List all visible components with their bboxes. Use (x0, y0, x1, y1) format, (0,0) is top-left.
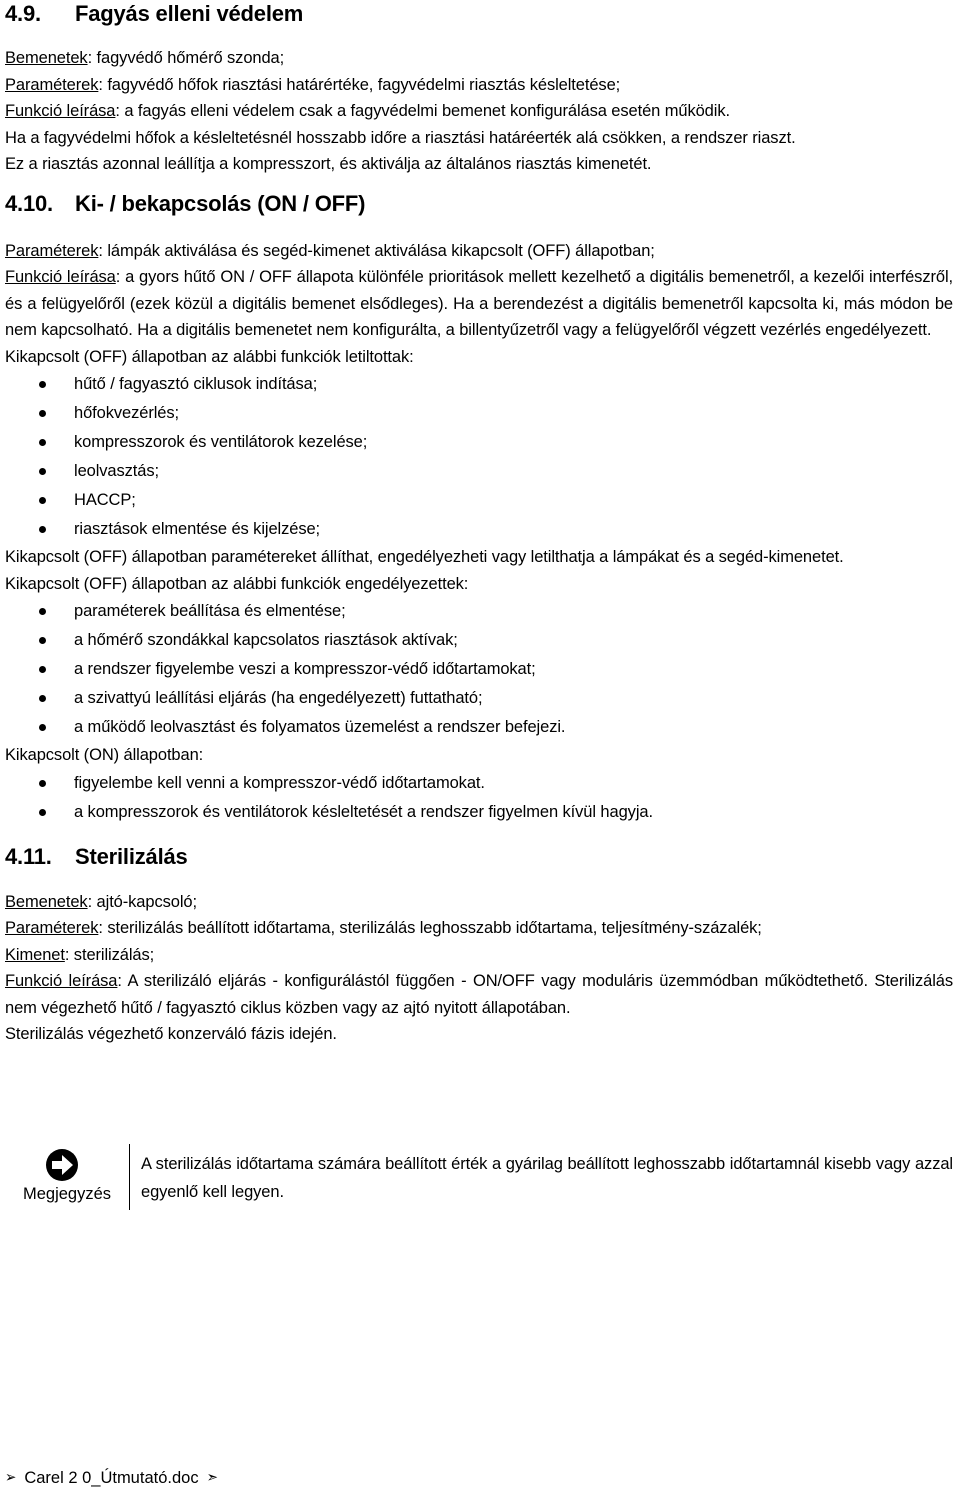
disabled-functions-list (5, 370, 953, 544)
list-item: riasztások elmentése és kijelzése; (5, 515, 953, 544)
section-number: 4.9. (5, 1, 41, 26)
params-line (5, 915, 953, 942)
enabled-functions-list (5, 597, 953, 742)
section-number: 4.11. (5, 843, 52, 869)
note-box (5, 1144, 953, 1210)
body-text: Sterilizálás végezhető konzerváló fázis idején. (5, 1025, 337, 1043)
bullet-icon (39, 526, 46, 533)
function-label: Funkció leírása (5, 268, 116, 286)
params-text: : sterilizálás beállított időtartama, sterilizálás leghosszabb időtartama, teljesítmény-százalék; (98, 919, 762, 937)
function-paragraph (5, 968, 953, 1021)
list-item: a működő leolvasztást és folyamatos üzemelést a rendszer befejezi. (5, 713, 953, 742)
bullet-icon (39, 497, 46, 504)
function-text: : a gyors hűtő ON / OFF állapota különféle prioritások mellett kezelhető a digitális bemenetről, a kezelői interfészről, és a felügyelőről (ezek közül a digitális bemenet elsődleges). Ha a berendezést a digitális bemenetről kapcsolta ki, más módon be nem kapcsolható. Ha a digitális bemenetet nem konfigurálta, a billentyűzetről vagy a felügyelőről végzett vezérlés engedélyezett. (5, 268, 953, 339)
list-item: hűtő / fagyasztó ciklusok indítása; (5, 370, 953, 399)
inputs-text: : fagyvédő hőmérő szonda; (87, 49, 285, 67)
footer-filename: Carel 2 0_Útmutató.doc (24, 1469, 199, 1487)
params-line (5, 72, 953, 99)
list-intro: Kikapcsolt (OFF) állapotban az alábbi funkciók engedélyezettek: (5, 574, 469, 593)
section-title: Sterilizálás (75, 843, 188, 869)
bullet-icon (39, 637, 46, 644)
bullet-icon (39, 439, 46, 446)
list-item: hőfokvezérlés; (5, 399, 953, 428)
section-heading-4-9 (5, 0, 953, 28)
params-label: Paraméterek (5, 75, 99, 94)
list-item: leolvasztás; (5, 457, 953, 486)
params-text: : lámpák aktiválása és segéd-kimenet aktiválása kikapcsolt (OFF) állapotban; (98, 241, 655, 260)
params-note: Kikapcsolt (OFF) állapotban paramétereket állíthat, engedélyezheti vagy letilthatja a lámpákat és a segéd-kimenetet. (5, 548, 844, 566)
note-text: A sterilizálás időtartama számára beállított érték a gyárilag beállított leghosszabb időtartamnál kisebb vagy azzal egyenlő kell legyen. (141, 1155, 953, 1201)
output-text: : sterilizálás; (64, 945, 155, 964)
note-icon-column (5, 1144, 130, 1210)
bullet-icon (39, 780, 46, 787)
list-intro: Kikapcsolt (ON) állapotban: (5, 746, 204, 764)
bullet-icon (39, 695, 46, 702)
params-label: Paraméterek (5, 919, 99, 937)
bullet-icon (39, 724, 46, 731)
params-text: : fagyvédő hőfok riasztási határértéke, fagyvédelmi riasztás késleltetése; (98, 75, 621, 94)
list-item: a rendszer figyelembe veszi a kompresszor-védő időtartamokat; (5, 655, 953, 684)
page-footer (5, 1468, 218, 1488)
section-heading-4-11 (5, 843, 953, 871)
footer-left-mark: ➢ (5, 1469, 17, 1486)
inputs-text: : ajtó-kapcsoló; (87, 892, 197, 911)
on-state-list (5, 769, 953, 827)
bullet-icon (39, 809, 46, 816)
list-item: kompresszorok és ventilátorok kezelése; (5, 428, 953, 457)
list-item: a szivattyú leállítási eljárás (ha engedélyezett) futtatható; (5, 684, 953, 713)
function-label: Funkció leírása (5, 972, 118, 990)
inputs-line (5, 45, 953, 72)
params-line (5, 238, 953, 265)
section-title: Ki- / bekapcsolás (ON / OFF) (75, 190, 366, 216)
list-item: a kompresszorok és ventilátorok késleltetését a rendszer figyelmen kívül hagyja. (5, 798, 953, 827)
note-label: Megjegyzés (22, 1185, 112, 1203)
inputs-label: Bemenetek (5, 892, 88, 911)
output-label: Kimenet (5, 945, 65, 964)
bullet-icon (39, 468, 46, 475)
function-label: Funkció leírása (5, 102, 116, 120)
bullet-icon (39, 410, 46, 417)
body-text: Ha a fagyvédelmi hőfok a késleltetésnél hosszabb időre a riasztási határéerték alá csökken, a rendszer riaszt. (5, 128, 796, 147)
section-title: Fagyás elleni védelem (75, 1, 304, 26)
list-item: figyelembe kell venni a kompresszor-védő időtartamokat. (5, 769, 953, 798)
function-line (5, 98, 953, 125)
section-heading-4-10 (5, 190, 953, 218)
bullet-icon (39, 666, 46, 673)
section-number: 4.10. (5, 190, 53, 216)
output-line (5, 942, 953, 969)
arrow-right-circle-icon (45, 1148, 79, 1182)
function-text: : a fagyás elleni védelem csak a fagyvédelmi bemenet konfigurálása esetén működik. (115, 102, 730, 120)
list-item: paraméterek beállítása és elmentése; (5, 597, 953, 626)
inputs-line (5, 889, 953, 916)
bullet-icon (39, 608, 46, 615)
bullet-icon (39, 381, 46, 388)
function-text: : A sterilizáló eljárás - konfigurálástól függően - ON/OFF vagy modulári​s üzemmódban működtethető. Sterilizálás nem végezhető hűtő / fagyasztó ciklus közben vagy az ajtó nyitott állapotában. (5, 972, 953, 1017)
list-item: HACCP; (5, 486, 953, 515)
list-intro: Kikapcsolt (OFF) állapotban az alábbi funkciók letiltottak: (5, 347, 414, 366)
inputs-label: Bemenetek (5, 49, 88, 67)
footer-right-mark: ➣ (206, 1469, 218, 1486)
function-paragraph (5, 264, 953, 344)
params-label: Paraméterek (5, 241, 99, 260)
body-text: Ez a riasztás azonnal leállítja a kompresszort, és aktiválja az általános riasztás kimenetét. (5, 155, 652, 173)
list-item: a hőmérő szondákkal kapcsolatos riasztások aktívak; (5, 626, 953, 655)
